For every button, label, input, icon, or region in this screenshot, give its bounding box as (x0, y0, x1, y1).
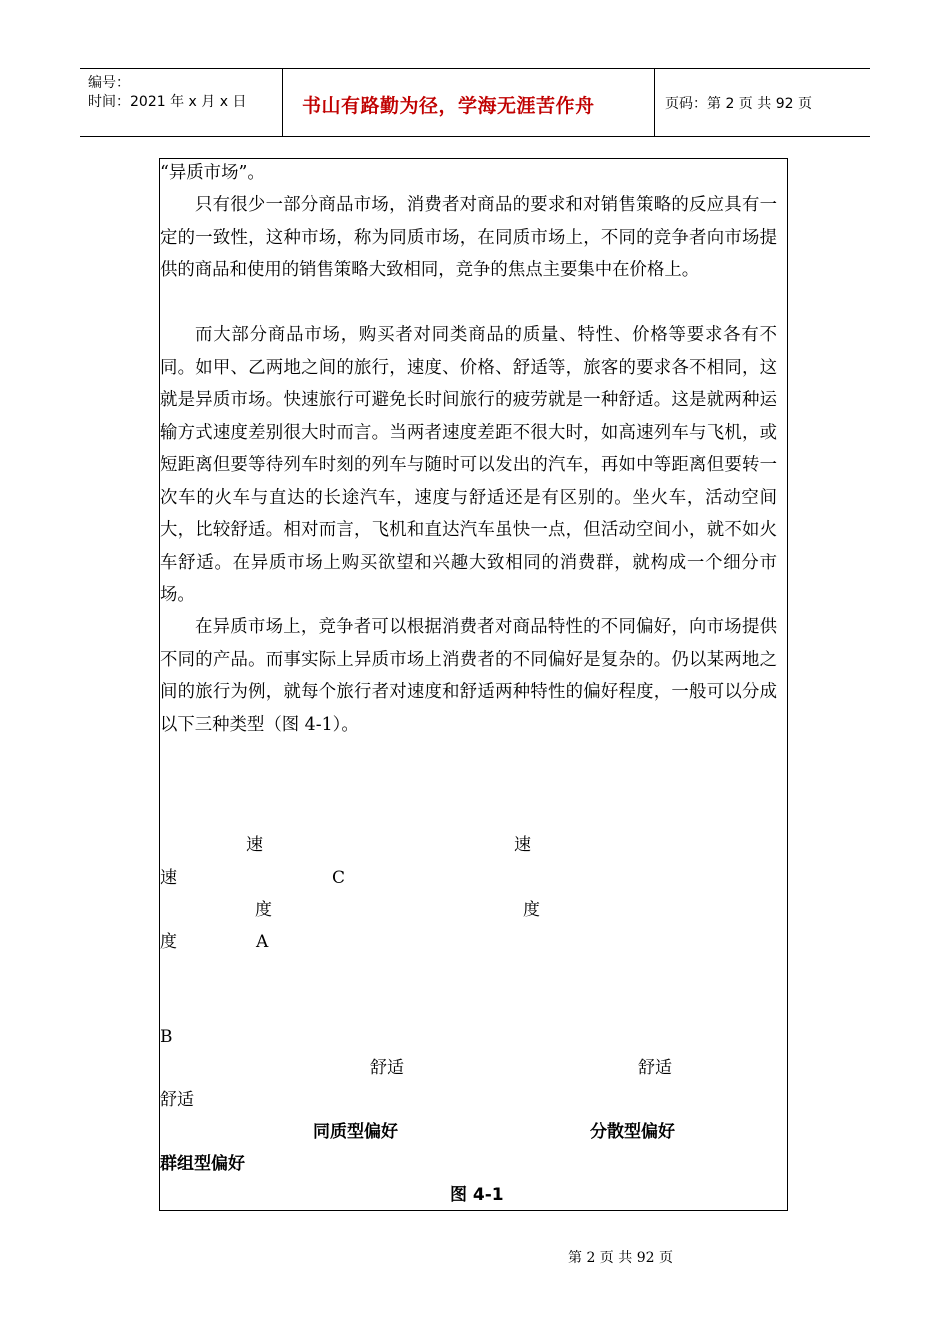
point-label-b: B (160, 1027, 173, 1047)
point-label-a: A (256, 932, 269, 952)
axis-label-comfort: 舒适 (638, 1058, 672, 1078)
axis-label-comfort: 舒适 (160, 1090, 194, 1110)
document-time: 时间：2021 年 x 月 x 日 (88, 94, 247, 110)
axis-label-speed: 速 (160, 868, 177, 888)
axis-label-speed: 速 (246, 835, 263, 855)
caption-clustered: 群组型偏好 (160, 1154, 245, 1174)
header-motto: 书山有路勤为径，学海无涯苦作舟 (302, 95, 595, 117)
paragraph: “异质市场”。 (160, 163, 265, 183)
paragraph: 在异质市场上，竞争者可以根据消费者对商品特性的不同偏好，向市场提供不同的产品。而事实际上异质市场上消费者的不同偏好是复杂的。仍以某两地之间的旅行为例，就每个旅行者对速度和舒适两种特性的偏好程度，一般可以分成以下三种类型（图 4-1）。 (160, 617, 777, 735)
axis-label-speed: 速 (514, 835, 531, 855)
header-divider (654, 69, 655, 136)
point-label-c: C (332, 868, 346, 888)
axis-label-degree: 度 (255, 900, 272, 920)
paragraph: 而大部分商品市场，购买者对同类商品的质量、特性、价格等要求各有不同。如甲、乙两地之间的旅行，速度、价格、舒适等，旅客的要求各不相同，这就是异质市场。快速旅行可避免长时间旅行的疲劳就是一种舒适。这是就两种运输方式速度差别很大时而言。当两者速度差距不很大时，如高速列车与飞机，或短距离但要等待列车时刻的列车与随时可以发出的汽车，再如中等距离但要转一次车的火车与直达的长途汽车，速度与舒适还是有区别的。坐火车，活动空间大，比较舒适。相对而言，飞机和直达汽车虽快一点，但活动空间小，就不如火车舒适。在异质市场上购买欲望和兴趣大致相同的消费群，就构成一个细分市场。 (160, 325, 777, 605)
caption-diffused: 分散型偏好 (590, 1122, 675, 1142)
content-box (159, 158, 788, 1211)
paragraph: 只有很少一部分商品市场，消费者对商品的要求和对销售策略的反应具有一定的一致性，这种市场，称为同质市场，在同质市场上，不同的竞争者向市场提供的商品和使用的销售策略大致相同，竞争的焦点主要集中在价格上。 (160, 195, 777, 280)
header-page-info: 页码：第 2 页 共 92 页 (665, 96, 812, 112)
page-footer: 第 2 页 共 92 页 (568, 1250, 673, 1266)
figure-title: 图 4-1 (450, 1185, 504, 1205)
axis-label-degree: 度 (523, 900, 540, 920)
axis-label-comfort: 舒适 (370, 1058, 404, 1078)
caption-homogeneous: 同质型偏好 (313, 1122, 398, 1142)
page-header (80, 68, 870, 137)
header-divider (282, 69, 283, 136)
document-number: 编号： (88, 75, 130, 91)
axis-label-degree: 度 (160, 932, 177, 952)
